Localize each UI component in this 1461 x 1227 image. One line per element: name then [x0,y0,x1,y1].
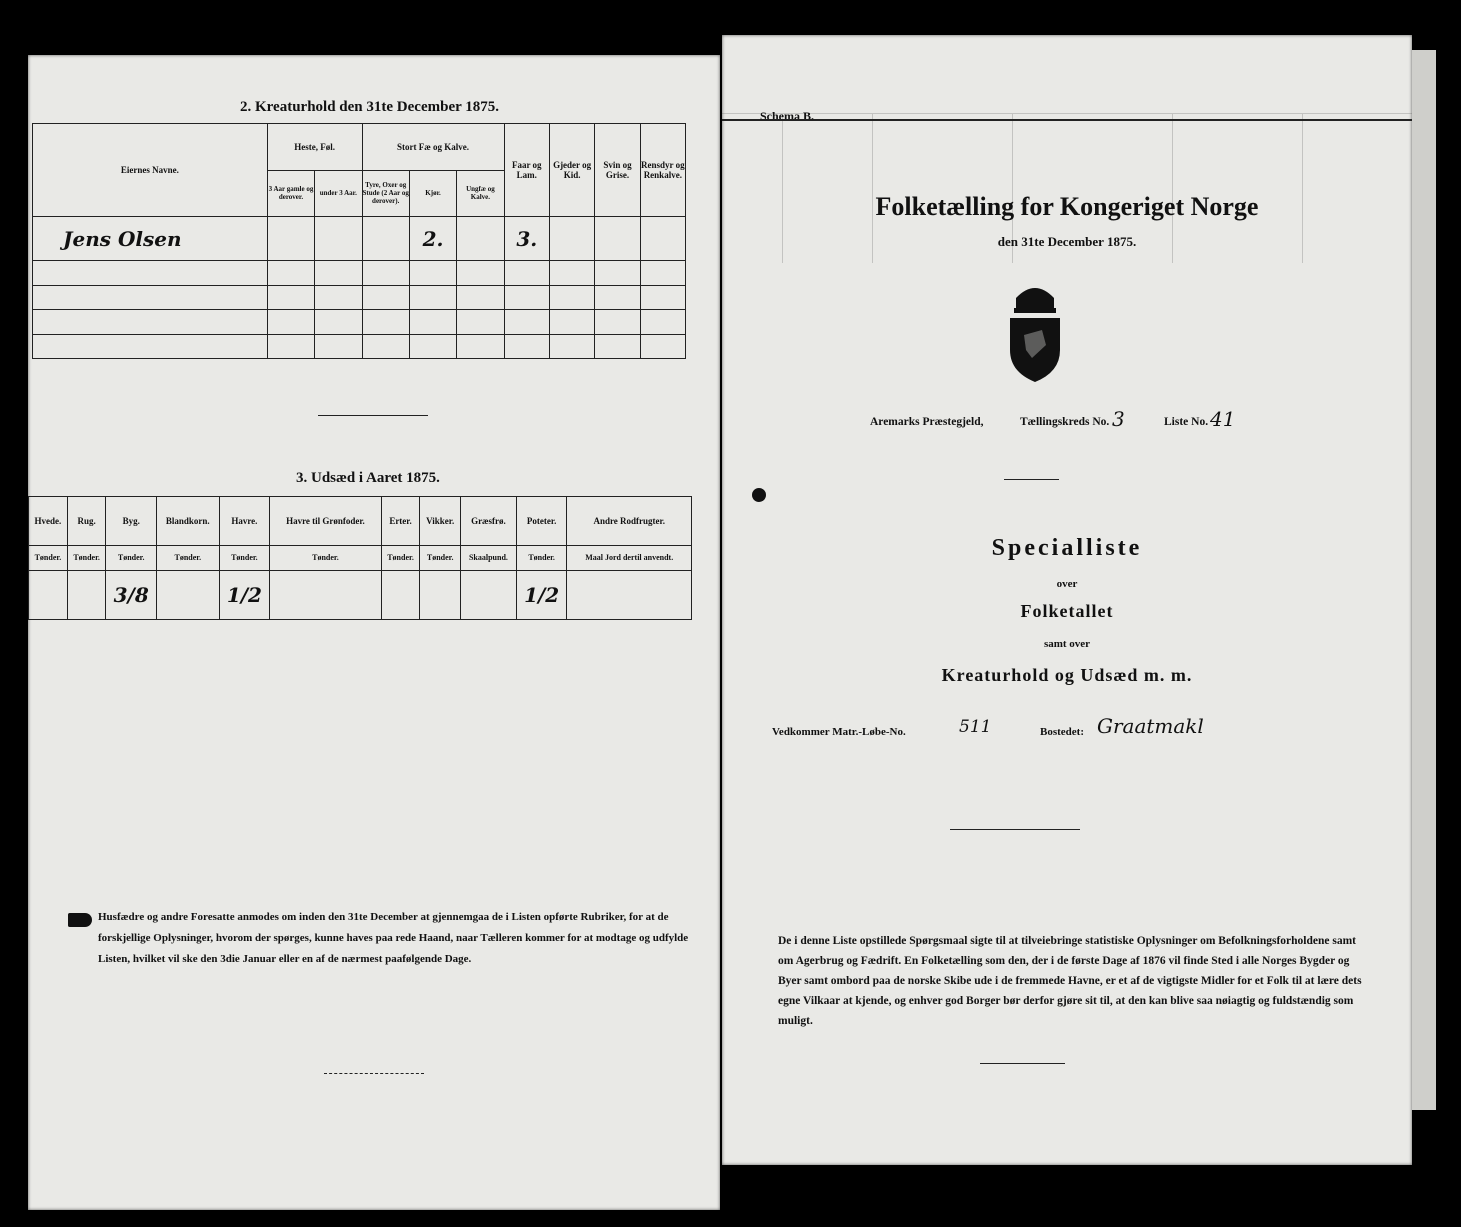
sow-col-header: Vikker. [420,497,461,546]
bleed-through-grid [722,35,1412,265]
sow-col-unit: Tønder. [516,545,567,571]
liste-label: Liste No. [1164,416,1209,428]
sow-value-cell [420,571,461,620]
kreds-value: 3 [1112,407,1125,431]
folketallet-text: Folketallet [1020,601,1114,621]
sow-col-unit: Tønder. [381,545,420,571]
col-gjeder: Gjeder og Kid. [549,124,594,217]
sow-value-cell: 1/2 [516,571,567,620]
matr-label: Vedkommer Matr.-Løbe-No. [772,726,906,738]
bosted-value: Graatmakl [1097,714,1204,738]
punch-hole [752,488,766,502]
col-svin: Svin og Grise. [595,124,640,217]
faar-cell: 3. [504,217,549,261]
kreaturhold-text: Kreaturhold og Udsæd m. m. [941,665,1193,685]
short-rule [1004,479,1059,480]
explanatory-paragraph: De i denne Liste opstillede Spørgsmaal sigte til at tilveiebringe statistiske Oplysninger om Befolkningsforholdene samt om Agerbrug og Fædrift. En Folketælling som den, der i de første Dage af 1876 vil finde Sted i alle Norges Bygder og Byer samt ombord paa de norske Skibe ude i de fremmede Havne, er et af de vigtigste Midler for et Folk til at lære dets egne Vilkaar at kjende, og enhver god Borger bør derfor gjøre sit til, at den kan blive saa nøiagtig og fuldstændig som muligt. [778,935,1362,1027]
sow-value-cell [567,571,692,620]
sow-col-unit: Tønder. [106,545,157,571]
sow-col-unit: Tønder. [219,545,270,571]
samt-over-text: samt over [1043,638,1091,650]
sow-value-cell [156,571,219,620]
sow-col-unit: Skaalpund. [461,545,517,571]
sow-col-unit: Tønder. [67,545,106,571]
col-owner-name: Eiernes Navne. [33,124,268,217]
census-date: den 31te December 1875. [997,234,1137,249]
sow-value-cell [67,571,106,620]
schema-label: Schema B. [760,109,814,123]
liste-value: 41 [1210,407,1236,431]
bottom-rule-right [980,1063,1065,1064]
col-heste-old: 3 Aar gamle og derover. [267,170,314,217]
sow-col-header: Erter. [381,497,420,546]
sow-col-unit: Maal Jord dertil anvendt. [567,545,692,571]
sow-col-unit: Tønder. [420,545,461,571]
sowing-table [28,496,692,620]
sow-col-header: Poteter. [516,497,567,546]
sow-col-header: Havre til Grønfoder. [270,497,382,546]
col-heste: Heste, Føl. [267,124,362,171]
col-heste-young: under 3 Aar. [315,170,362,217]
col-stort-kjor: Kjør. [409,170,456,217]
pointing-hand-icon [68,913,92,927]
sow-col-header: Rug. [67,497,106,546]
kjor-cell: 2. [409,217,456,261]
right-page [722,35,1412,1165]
page-edge [1412,50,1436,1110]
prestegjeld-label: Aremarks Præstegjeld, [870,416,984,428]
sow-value-cell [381,571,420,620]
mid-rule [950,829,1080,830]
top-rule [722,119,1412,121]
section3-title: 3. Udsæd i Aaret 1875. [296,470,440,486]
col-faar: Faar og Lam. [504,124,549,217]
coat-of-arms-icon [1002,280,1068,385]
sow-col-header: Blandkorn. [156,497,219,546]
sow-col-header: Byg. [106,497,157,546]
sow-value-cell [461,571,517,620]
col-rensdyr: Rensdyr og Renkalve. [640,124,685,217]
sow-value-cell [29,571,68,620]
special-list-heading: Specialliste [991,535,1143,561]
sow-value-cell [270,571,382,620]
owner-name-cell: Jens Olsen [33,217,268,261]
sow-col-unit: Tønder. [270,545,382,571]
divider-rule [318,415,428,416]
section2-title: 2. Kreaturhold den 31te December 1875. [240,99,499,115]
kreds-label: Tællingskreds No. [1020,416,1110,428]
sow-col-header: Havre. [219,497,270,546]
livestock-table [32,123,686,359]
sow-col-unit: Tønder. [29,545,68,571]
sow-value-cell: 3/8 [106,571,157,620]
over-text: over [1056,578,1078,590]
sow-col-unit: Tønder. [156,545,219,571]
col-stort-ungfae: Ungfæ og Kalve. [457,170,504,217]
main-title: Folketælling for Kongeriget Norge [875,192,1259,221]
bottom-rule [324,1073,424,1074]
col-stort: Stort Fæ og Kalve. [362,124,504,171]
left-page [28,55,720,1210]
matr-value: 511 [959,717,992,737]
bosted-label: Bostedet: [1040,726,1084,738]
sow-col-header: Andre Rodfrugter. [567,497,692,546]
col-stort-tyre: Tyre, Oxer og Stude (2 Aar og derover). [362,170,409,217]
sow-value-cell: 1/2 [219,571,270,620]
sow-col-header: Græsfrø. [461,497,517,546]
notice-text: Husfædre og andre Foresatte anmodes om inden den 31te December at gjennemgaa de i Listen opførte Rubriker, for at de forskjellige Oplysninger, hvorom der spørges, kunne haves paa rede Haand, naar Tælleren kommer for at modtage og udfylde Listen, hvilket vil ske den 3die Januar eller en af de nærmest paafølgende Dage. [98,911,689,965]
sow-col-header: Hvede. [29,497,68,546]
